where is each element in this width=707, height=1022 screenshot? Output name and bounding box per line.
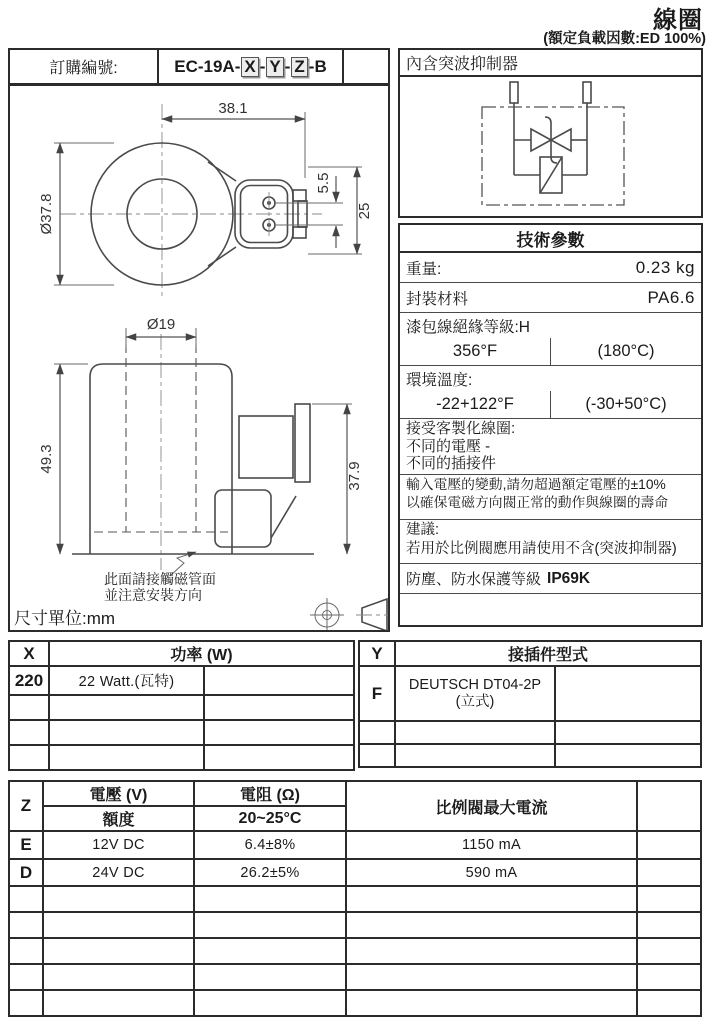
power-header-cell: 功率 (W) (49, 641, 354, 666)
page-subtitle: (額定負載因數:ED 100%) (543, 31, 706, 47)
insulation-celsius: (180°C) (597, 342, 655, 360)
dim-conn-height-label: 25 (356, 202, 373, 220)
empty-cell (9, 886, 43, 912)
voltage-header-cell: 電壓 (V) (43, 781, 194, 806)
empty-cell (194, 990, 346, 1016)
dim-width-label: 38.1 (218, 100, 248, 117)
dim-bore-label: Ø19 (146, 316, 176, 333)
empty-cell (555, 721, 701, 744)
top-view-dimensions (38, 100, 373, 285)
order-code-suffix: -B (308, 56, 327, 76)
empty-cell (194, 938, 346, 964)
dim-body-height-label: 49.3 (38, 444, 55, 474)
custom-coil-line3: 不同的插接件 (406, 455, 497, 472)
empty-cell (9, 695, 49, 720)
empty-cell (9, 912, 43, 938)
empty-cell (555, 744, 701, 767)
voltage-subheader-cell: 額度 (43, 806, 194, 831)
empty-cell (49, 695, 204, 720)
row-code-cell: D (9, 859, 43, 886)
protection-label: 防塵、防水保護等級 (406, 571, 542, 588)
empty-cell (9, 745, 49, 770)
technical-parameters-box (398, 223, 703, 627)
page-title: 線圈 (653, 7, 703, 34)
empty-cell (395, 721, 555, 744)
resistance-subheader-cell: 20~25°C (194, 806, 346, 831)
custom-coil-line2: 不同的電壓 - (406, 437, 491, 455)
order-code-prefix: EC-19A- (174, 56, 241, 76)
row-current-cell: 1150 mA (346, 831, 637, 859)
tvs-diode-symbol (531, 117, 571, 163)
empty-cell (637, 886, 701, 912)
side-view-dimensions (38, 316, 363, 576)
advice-line2: 若用於比例閥應用請使用不含(突波抑制器) (406, 541, 677, 557)
row-current-cell: 590 mA (346, 859, 637, 886)
ambient-temp-row (400, 366, 701, 419)
table-row-D (9, 859, 701, 886)
surge-suppressor-box (398, 48, 703, 218)
empty-cell (637, 831, 701, 859)
order-code-sep2: - (284, 56, 291, 76)
ambient-temp-label: 環境溫度: (406, 372, 473, 389)
empty-cell (637, 912, 701, 938)
mounting-note-line1: 此面請接觸磁管面 (104, 571, 216, 587)
dim-pin-gap-label: 5.5 (315, 172, 332, 194)
material-row (400, 283, 701, 313)
weight-label: 重量: (406, 260, 442, 278)
voltage-option-table (8, 780, 702, 1017)
empty-cell (204, 720, 354, 745)
mounting-note (104, 571, 216, 603)
empty-cell (637, 964, 701, 990)
ambient-celsius: (-30+50°C) (585, 395, 667, 413)
empty-cell (194, 886, 346, 912)
empty-cell (49, 720, 204, 745)
top-view-coil-drawing (60, 104, 343, 300)
order-code-sep1: - (259, 56, 266, 76)
order-code-y-box: Y (266, 57, 283, 77)
power-option-table (8, 640, 355, 771)
dim-conn-side-height-label: 37.9 (346, 461, 363, 491)
row-voltage-cell: 24V DC (43, 859, 194, 886)
empty-cell (49, 745, 204, 770)
tech-empty-row (400, 594, 701, 625)
coil-symbol (540, 157, 562, 193)
order-code-x-box: X (241, 57, 258, 77)
terminal-pin-right (583, 82, 591, 103)
row-code-cell: E (9, 831, 43, 859)
order-code-z-box: Z (291, 57, 307, 77)
empty-cell (9, 938, 43, 964)
side-view-coil-drawing (72, 334, 314, 570)
empty-cell (637, 859, 701, 886)
advice-line1: 建議: (406, 522, 440, 538)
voltage-warning-line1: 輸入電壓的變動,請勿超過額定電壓的±10% (406, 477, 666, 492)
insulation-label: 漆包線絕緣等級:H (406, 319, 531, 336)
connector-value-line2: (立式) (455, 693, 495, 710)
projection-symbol-icon (310, 598, 388, 630)
surge-circuit-diagram (400, 77, 701, 216)
dimension-drawing-box (8, 84, 390, 632)
weight-row (400, 253, 701, 283)
empty-cell (43, 886, 194, 912)
empty-cell (346, 912, 637, 938)
voltage-warning-line2: 以確保電磁方向閥正常的動作與線圈的壽命 (406, 495, 669, 510)
ambient-fahrenheit: -22+122°F (400, 391, 551, 418)
custom-coil-row (400, 419, 701, 475)
dim-coil-dia-label: Ø37.8 (38, 193, 55, 235)
order-empty-cell (344, 50, 388, 83)
connector-code-cell: F (359, 666, 395, 721)
dimension-unit-label: 尺寸單位:mm (14, 609, 116, 628)
empty-cell (9, 720, 49, 745)
current-header-cell: 比例閥最大電流 (346, 781, 637, 831)
empty-cell (395, 744, 555, 767)
connector-value-line1: DEUTSCH DT04-2P (408, 676, 542, 693)
side-connector (215, 404, 310, 547)
power-code-cell: 220 (9, 666, 49, 695)
connector-header-cell: 接插件型式 (395, 641, 701, 666)
empty-cell (346, 990, 637, 1016)
order-number-label: 訂購編號: (10, 50, 159, 83)
empty-cell (637, 781, 701, 831)
connector-option-table (358, 640, 702, 768)
technical-drawing (10, 86, 388, 630)
empty-cell (346, 964, 637, 990)
custom-coil-line1: 接受客製化線圈: (406, 420, 516, 437)
empty-cell (194, 964, 346, 990)
weight-value: 0.23 kg (635, 257, 695, 277)
empty-cell (194, 912, 346, 938)
surge-suppressor-title: 內含突波抑制器 (400, 50, 701, 77)
y-key-cell: Y (359, 641, 395, 666)
row-voltage-cell: 12V DC (43, 831, 194, 859)
voltage-warning-row (400, 475, 701, 520)
empty-cell (9, 990, 43, 1016)
empty-cell (204, 666, 354, 695)
empty-cell (359, 744, 395, 767)
z-key-cell: Z (9, 781, 43, 831)
protection-value: IP69K (547, 569, 591, 587)
power-value-cell: 22 Watt.(瓦特) (49, 666, 204, 695)
insulation-fahrenheit: 356°F (400, 338, 551, 365)
material-label: 封裝材料 (406, 290, 469, 308)
x-key-cell: X (9, 641, 49, 666)
empty-cell (637, 938, 701, 964)
empty-cell (555, 666, 701, 721)
protection-row (400, 564, 701, 594)
empty-cell (43, 990, 194, 1016)
empty-cell (204, 745, 354, 770)
resistance-header-cell: 電阻 (Ω) (194, 781, 346, 806)
tech-title: 技術參數 (400, 225, 701, 253)
empty-cell (43, 912, 194, 938)
advice-row (400, 520, 701, 564)
row-resistance-cell: 26.2±5% (194, 859, 346, 886)
empty-cell (9, 964, 43, 990)
empty-cell (43, 964, 194, 990)
insulation-row (400, 313, 701, 366)
empty-cell (637, 990, 701, 1016)
table-row-E (9, 831, 701, 859)
row-resistance-cell: 6.4±8% (194, 831, 346, 859)
connector-value-cell (395, 666, 555, 721)
terminal-pin-left (510, 82, 518, 103)
empty-cell (346, 886, 637, 912)
empty-cell (346, 938, 637, 964)
order-number-box (8, 48, 390, 85)
material-value: PA6.6 (647, 287, 695, 307)
empty-cell (359, 721, 395, 744)
order-number-code (159, 50, 344, 83)
empty-cell (43, 938, 194, 964)
mounting-note-line2: 並注意安裝方向 (104, 587, 202, 603)
empty-cell (204, 695, 354, 720)
